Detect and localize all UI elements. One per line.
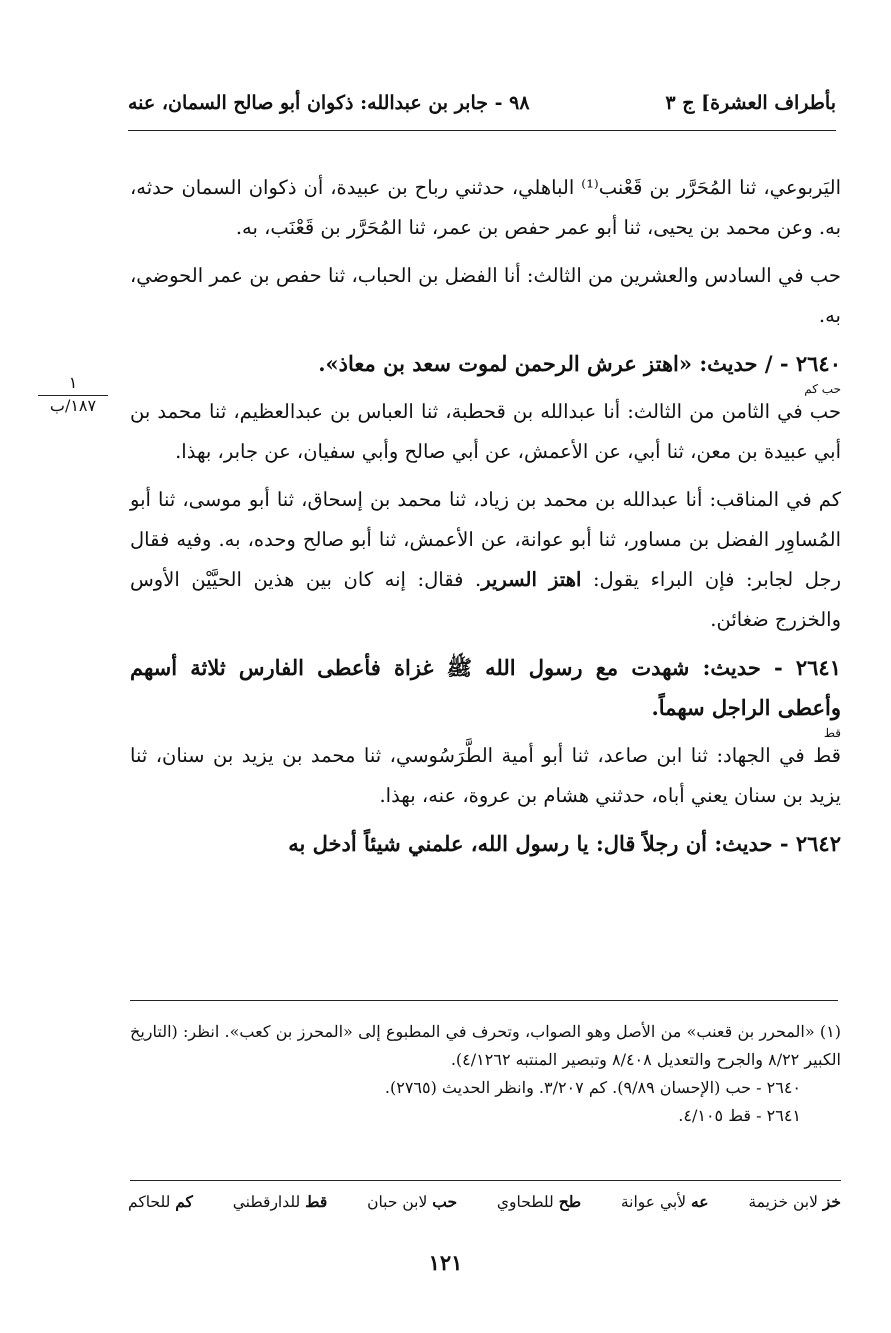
hakim-text-c: . فقال: إنه كان بين هذين الحيَّيْن الأوس والخزرج ضغائن. — [130, 568, 841, 631]
paragraph-hibban-2640: حب في الثامن من الثالث: أنا عبدالله بن قحطبة، ثنا العباس بن عبدالعظيم، ثنا محمد بن أبي عبيدة بن معن، ثنا أبي، عن الأعمش، عن أبي صالح وأبي سفيان، عن جابر، بهذا. — [130, 400, 841, 463]
abbr-item: طح للطحاوي — [496, 1192, 582, 1211]
folio-note-bottom: ١٨٧/ب — [38, 395, 108, 416]
main-text — [130, 168, 841, 868]
hakim-text-a: كم في المناقب: أنا عبدالله بن محمد بن زياد، ثنا محمد بن إسحاق، ثنا أبو موسى، ثنا أبو المُساوِر الفضل بن مساور، ثنا أبو عوانة، عن الأعمش، ثنا أبو صالح وحده، به. وفيه فقال رجل لجابر: فإن البراء يقول: — [130, 488, 842, 591]
footnote-2640: ٢٦٤٠ - حب (الإحسان ٩/٨٩). كم ٣/٢٠٧. وانظر الحديث (٢٧٦٥). — [384, 1078, 801, 1097]
abbreviations-bar — [128, 1192, 841, 1222]
hadith-heading-2642: ٢٦٤٢ - حديث: أن رجلاً قال: يا رسول الله، علمني شيئاً أدخل به — [288, 831, 841, 856]
paragraph-hibban-chain: حب في السادس والعشرين من الثالث: أنا الفضل بن الحباب، ثنا حفص بن عمر الحوضي، به. — [130, 264, 841, 327]
running-head-rule — [128, 130, 836, 131]
abbreviations-rule — [130, 1180, 841, 1181]
running-head-section: ٩٨ - جابر بن عبدالله: ذكوان أبو صالح السمان، عنه — [128, 92, 530, 114]
hadith-sigla-2641: قط — [823, 726, 841, 740]
abbr-item: قط للدارقطني — [232, 1192, 328, 1211]
paragraph-hakim-2640 — [130, 480, 841, 640]
paragraph-daraqutni-2641: قط في الجهاد: ثنا ابن صاعد، ثنا أبو أمية الطَّرَسُوسي، ثنا محمد بن يزيد بن سنان، ثنا يزيد بن سنان يعني أباه، حدثني هشام بن عروة، عنه، بهذا. — [130, 744, 841, 807]
hadith-heading-2641: ٢٦٤١ - حديث: شهدت مع رسول الله ﷺ غزاة فأعطى الفارس ثلاثة أسهم وأعطى الراجل سهماً. — [130, 655, 841, 720]
folio-note-top: ١ — [68, 373, 78, 392]
manuscript-folio-note — [28, 373, 118, 416]
footnote-rule — [130, 1000, 838, 1001]
abbr-item: عه لأبي عوانة — [620, 1192, 709, 1211]
paragraph-continuation: اليَربوعي، ثنا المُحَرَّر بن قَعْنب⁽¹⁾ الباهلي، حدثني رباح بن عبيدة، أن ذكوان السمان حدثه، به. وعن محمد بن يحيى، ثنا أبو عمر حفص بن عمر، ثنا المُحَرَّر بن قَعْنَب، به. — [130, 176, 842, 239]
footnote-2641: ٢٦٤١ - قط ٤/١٠٥. — [678, 1106, 801, 1125]
page-number: ١٢١ — [428, 1250, 463, 1275]
footnote-1: (١) «المحرر بن قعنب» من الأصل وهو الصواب، وتحرف في المطبوع إلى «المحرز بن كعب». انظر: (التاريخ الكبير ٨/٢٢ والجرح والتعديل ٨/٤٠٨ وتبصير المنتبه ٤/١٢٦٢). — [130, 1022, 841, 1069]
running-head — [128, 88, 836, 128]
abbr-item: حب لابن حبان — [367, 1192, 458, 1211]
abbr-item: كم للحاكم — [128, 1192, 193, 1211]
footnotes — [130, 1018, 841, 1130]
hadith-heading-2640: ٢٦٤٠ - / حديث: «اهتز عرش الرحمن لموت سعد بن معاذ». — [318, 351, 841, 376]
hakim-text-bold: اهتز السرير — [481, 568, 582, 591]
running-head-book-title: بأطراف العشرة] ج ٣ — [665, 92, 836, 114]
hadith-sigla-2640: حب كم — [804, 382, 841, 396]
abbr-item: خز لابن خزيمة — [748, 1192, 841, 1211]
